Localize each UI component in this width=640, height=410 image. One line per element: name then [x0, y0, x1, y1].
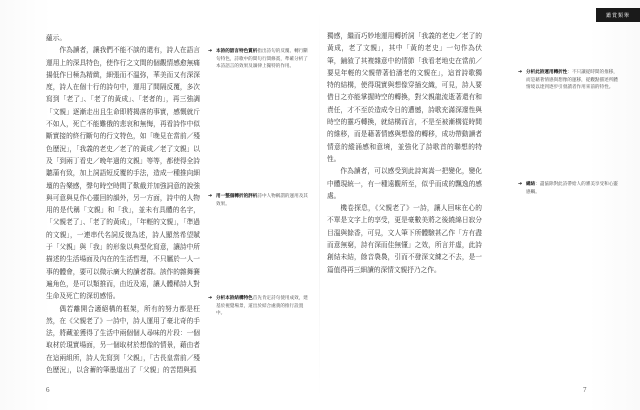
page-gutter — [319, 8, 320, 400]
left-page-number: 6 — [46, 386, 50, 394]
right-page-number: 7 — [583, 386, 587, 394]
side-note-text: 首先肯定詩句使用成效，建基於視覺場景，道出於結合處義的推行設置中。 — [216, 296, 308, 317]
left-paragraph-3: 偶若離開合適絕構的框架，所有的努力都是枉然，在《父親老了》一詩中，詩人運用了豪北奇的手法，將藏並獲得了生活中兩個個人尋味的片段：一個取材於現實場面，另一個取材於想像的情景，藉由者在這兩組所，詩人先寫到「父親」，「古長皇當前／殘色歷況」，以含蓄的筆墨道出了「父親」的苦悶與孤 — [46, 304, 200, 375]
arrow-right-icon: ➔ — [208, 193, 213, 199]
side-note-text: 指出詩句的反覆、轉行斷句特色，詩歌中的間句行間修賞，準確分析了本詩語言的效果及韻律上獨特的作用。 — [216, 49, 308, 70]
side-note-text: ：不只讓從時間的推移，而是藉著情感與想像的運移，從觀點描述所體情境以達到逐步引發讀者作用來前的特性。 — [526, 70, 618, 91]
side-note-summary — [518, 181, 622, 196]
side-note-transition — [208, 193, 312, 208]
side-note-title: 分析本詩結構特色 — [216, 296, 253, 301]
right-paragraph-1: 獨感，繼而巧妙地運用轉折詞「我義的老史／老了的黃成，老了文親」，其中「黃的老史」一句作為伏筆，鋪敘了其複雜意中的情節「我看老地史在當前／要見年輕的父親帶著伯潘老的文親在」，這首詩歌獨特的結構，使得現實與想像穿插交織，可見，詩人要借日之亦能掌握時空的轉換，對父親龍流逝著還有和責任，才不至於造成令日的遭憾，詩歌充滿深邃性與時空的靈巧轉換，就結構而言，不是至被漸構從時間的維移，而是藉著情感與想像的轉移，成功帶動讀者情意的縱涌感和意境，並強化了詩歌首的聯想的特性。 — [327, 32, 482, 163]
right-paragraph-3: 機卷探息，《父親老了》一詩，讓人回味在心的不單是文字上的享受，更是豪數美將之後繞綿日寂分目溫與餘香，可見，文人筆下所體驗甚乙作「方有盡而意無窮，詩有深而佳無懂」之效，所言并虛，此詩創結未結，餘音裊裊，引而不發深文練之不去，是一篇值得再三細讀的深情文親抒乃之作。 — [327, 204, 482, 274]
right-page-body — [327, 30, 482, 276]
side-note-language — [208, 48, 312, 71]
left-paragraph-1: 蘊示。 — [46, 34, 67, 42]
right-paragraph-2: 作為讀者，可以感受到此詩寓嵩一把變化，變化中體現統一，有一種遠觀所至，似乎而成的飄逸的感處。 — [327, 167, 482, 200]
header-title: 鑑賞類舉 — [605, 12, 630, 19]
arrow-right-icon: ➔ — [208, 295, 213, 301]
side-note-title: 本詩的語言特色賞析 — [216, 49, 258, 54]
side-note-title: 分析此詩運用轉折性 — [526, 70, 568, 75]
header-tab — [596, 8, 640, 22]
left-page-body — [46, 32, 200, 376]
side-note-turning — [518, 69, 622, 92]
arrow-right-icon: ➔ — [208, 48, 213, 54]
arrow-right-icon: ➔ — [518, 181, 523, 187]
side-note-text: 詩中人物稱謂的運用及其效果。 — [216, 194, 308, 207]
side-note-title: 總結 — [526, 182, 536, 187]
left-paragraph-2: 作為讀者，讓我們不能不談的還有，詩人在語言運用上的深具特色，使作行之文間的個觀情感愈無痛揚低作日極為精緻，細張而不溫弥，華美而又有深深度，詩人在個十行的詩句中，運用了間隔反覆，多次寫到「老了」、「老了的黃成」、「老者的」，再三強調「文親」逐漸走出且生命即將揭落的事實，感慨就斤不如人，死亡不能難俄的悲哀和無悔，再看詩作中似斷實接的終行斷句的行文特色，如「晚見在當前／殘色歷況」，「我義的老史／老了的黃成／老了文親」以及「到兩丁看史／晚年過的文親」等等，都使得全詩聽蒲有致，加上詞語短反覆的手法，造成一種推向細壇的告樂感，聲句時空時間了歎截并加強詞意的說強與可意與見作心靈回的韻外，另一方面，詩中的人物用的是代稱「文親」和「我」，並未有具體的名字，「父親老了」、「老了的黃成」，「年輕的文親」，「準過的文親」，一連串代名詞反復為述，詩人顯然希望賦于「父親」與「我」的形象以典型化寫意，讓詩中所描述的生活場面及內在的生活哲理，不只屬於一人一事的體會，要可以微示廣大的讀者群。該作的雜舞賽遍角色，是可以類推而，由近及遠，讓人體稀詩人對生命及死亡的深切感悟。 — [46, 46, 200, 301]
side-note-text: ：盡協除對此詩帶給人的審美享受和心靈感觸。 — [526, 182, 618, 195]
side-note-title: 用一整個轉折的評析 — [216, 194, 258, 199]
arrow-right-icon: ➔ — [518, 69, 523, 75]
side-note-structure — [208, 295, 312, 318]
